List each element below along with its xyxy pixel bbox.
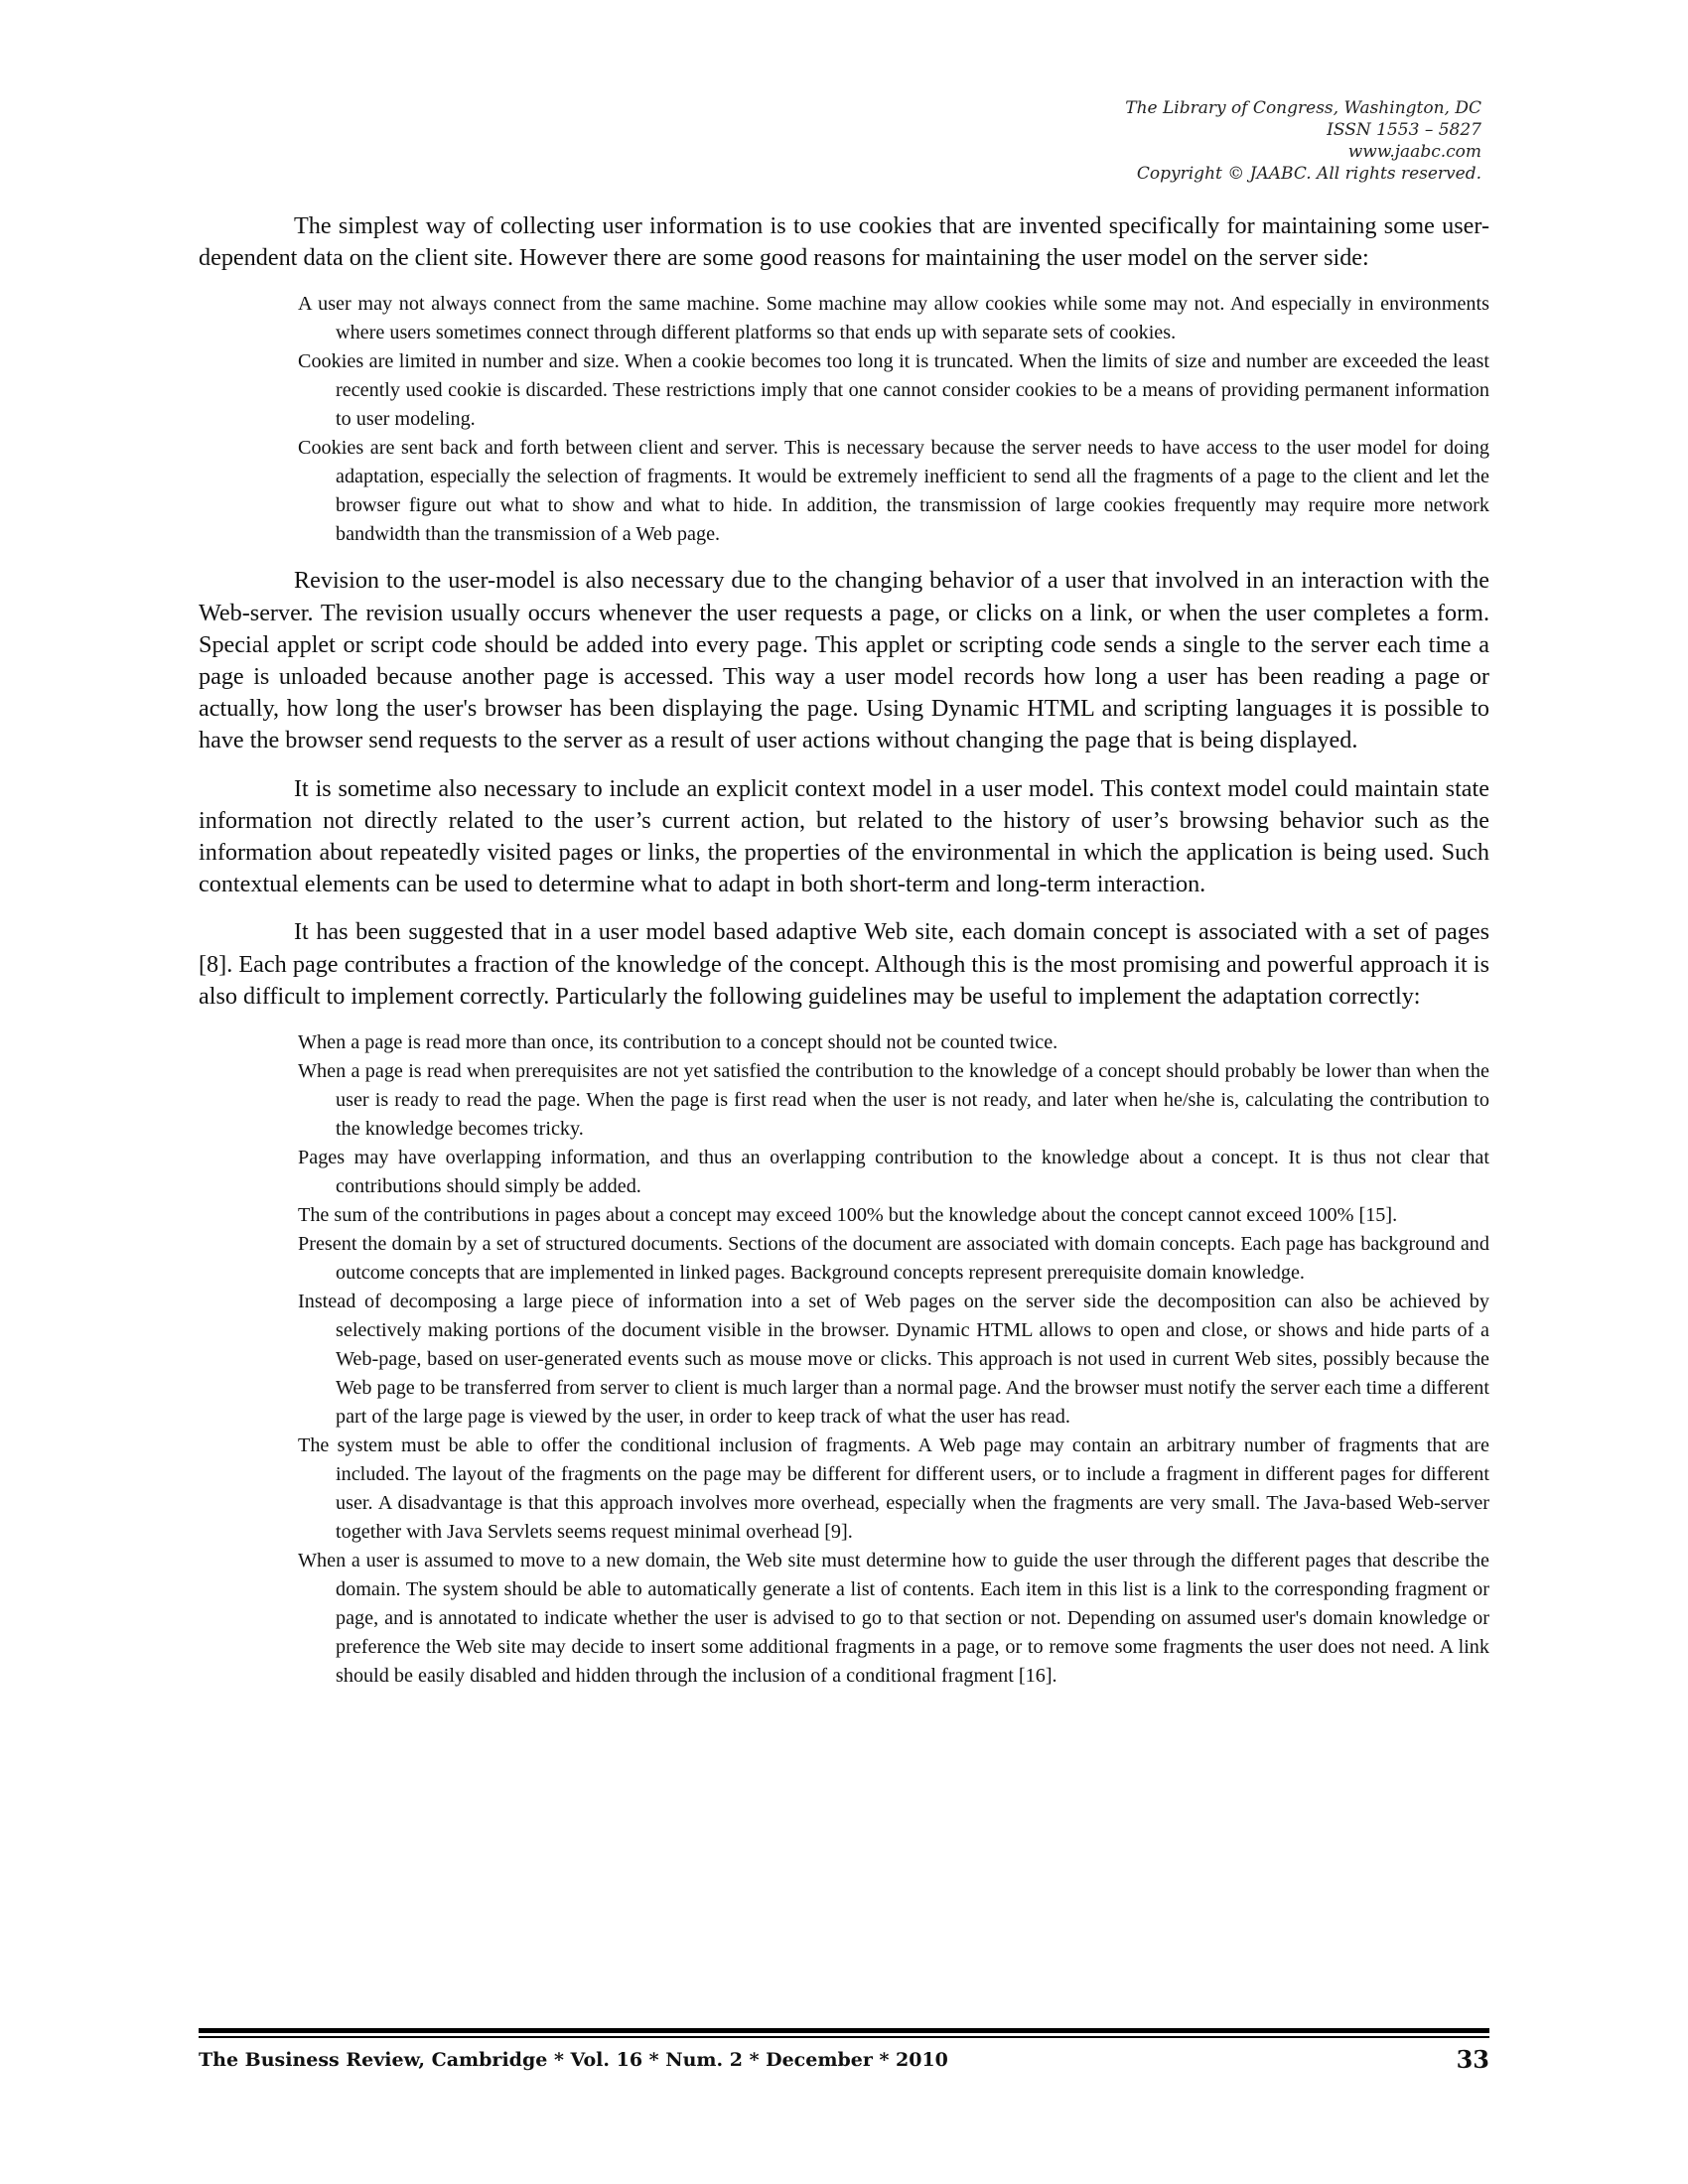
list-item: Present the domain by a set of structured documents. Sections of the document are associated with domain concepts. Each page has background and outcome concepts that are implemented in linked pages. Background concepts represent prerequisite domain knowledge.	[298, 1233, 1489, 1285]
page-number: 33	[1456, 2045, 1489, 2074]
list-item: Cookies are sent back and forth between client and server. This is necessary because the server needs to have access to the user model for doing adaptation, especially the selection of fragments. It would be extremely inefficient to send all the fragments of a page to the client and let the browser figure out what to show and what to hide. In addition, the transmission of large cookies frequently may require more network bandwidth than the transmission of a Web page.	[298, 437, 1489, 546]
paragraph-context-model: It is sometime also necessary to include an explicit context model in a user model. This context model could maintain state information not directly related to the user’s current action, but related to the history of user’s browsing behavior such as the information about repeatedly visited pages or links, the properties of the environmental in which the application is being used. Such contextual elements can be used to determine what to adapt in both short-term and long-term interaction.	[199, 774, 1489, 898]
footer-rule-thin	[199, 2036, 1489, 2038]
header-issn: ISSN 1553 – 5827	[1327, 120, 1481, 140]
page-body	[199, 210, 1489, 1706]
list-item: When a page is read when prerequisites are not yet satisfied the contribution to the knowledge of a concept should probably be lower than when the user is ready to read the page. When the page is first read when the user is not ready, and later when he/she is, calculating the contribution to the knowledge becomes tricky.	[298, 1060, 1489, 1141]
page-header	[1125, 97, 1481, 185]
list-item: When a user is assumed to move to a new domain, the Web site must determine how to guide the user through the different pages that describe the domain. The system should be able to automatically generate a list of contents. Each item in this list is a link to the corresponding fragment or page, and is annotated to indicate whether the user is advised to go to that section or not. Depending on assumed user's domain knowledge or preference the Web site may decide to insert some additional fragments in a page, or to remove some fragments the user does not need. A link should be easily disabled and hidden through the inclusion of a conditional fragment [16].	[298, 1550, 1489, 1688]
paragraph-cookies-intro: The simplest way of collecting user information is to use cookies that are invented specifically for maintaining some user-dependent data on the client site. However there are some good reasons for maintaining the user model on the server side:	[199, 212, 1489, 272]
header-website: www.jaabc.com	[1347, 142, 1481, 162]
list-item: The system must be able to offer the conditional inclusion of fragments. A Web page may contain an arbitrary number of fragments that are included. The layout of the fragments on the page may be different for different users, or to include a fragment in different pages for different user. A disadvantage is that this approach involves more overhead, especially when the fragments are very small. The Java-based Web-server together with Java Servlets seems request minimal overhead [9].	[298, 1434, 1489, 1544]
server-side-reasons-list	[199, 290, 1489, 549]
list-item: Pages may have overlapping information, and thus an overlapping contribution to the knowledge about a concept. It is thus not clear that contributions should simply be added.	[298, 1147, 1489, 1198]
paragraph-user-model-revision: Revision to the user-model is also necessary due to the changing behavior of a user that involved in an interaction with the Web-server. The revision usually occurs whenever the user requests a page, or clicks on a link, or when the user completes a form. Special applet or script code should be added into every page. This applet or scripting code sends a single to the server each time a page is unloaded because another page is accessed. This way a user model records how long a user has been reading a page or actually, how long the user's browser has been displaying the page. Using Dynamic HTML and scripting languages it is possible to have the browser send requests to the server as a result of user actions without changing the page that is being displayed.	[199, 567, 1489, 754]
list-item: The sum of the contributions in pages about a concept may exceed 100% but the knowledge about the concept cannot exceed 100% [15].	[298, 1204, 1398, 1227]
list-item: A user may not always connect from the same machine. Some machine may allow cookies while some may not. And especially in environments where users sometimes connect through different platforms so that ends up with separate sets of cookies.	[298, 293, 1489, 344]
header-copyright: Copyright © JAABC. All rights reserved.	[1136, 164, 1481, 184]
list-item: When a page is read more than once, its contribution to a concept should not be counted twice.	[298, 1031, 1058, 1054]
header-publisher: The Library of Congress, Washington, DC	[1125, 98, 1481, 118]
paragraph-adaptation-guidelines: It has been suggested that in a user model based adaptive Web site, each domain concept is associated with a set of pages [8]. Each page contributes a fraction of the knowledge of the concept. Although this is the most promising and powerful approach it is also difficult to implement correctly. Particularly the following guidelines may be useful to implement the adaptation correctly:	[199, 918, 1489, 1010]
footer-journal-info: The Business Review, Cambridge * Vol. 16 * Num. 2 * December * 2010	[199, 2049, 948, 2071]
guidelines-list	[199, 1028, 1489, 1691]
list-item: Cookies are limited in number and size. When a cookie becomes too long it is truncated. When the limits of size and number are exceeded the least recently used cookie is discarded. These restrictions imply that one cannot consider cookies to be a means of providing permanent information to user modeling.	[298, 350, 1489, 431]
list-item: Instead of decomposing a large piece of information into a set of Web pages on the server side the decomposition can also be achieved by selectively making portions of the document visible in the browser. Dynamic HTML allows to open and close, or shows and hide parts of a Web-page, based on user-generated events such as mouse move or clicks. This approach is not used in current Web sites, possibly because the Web page to be transferred from server to client is much larger than a normal page. And the browser must notify the server each time a different part of the large page is viewed by the user, in order to keep track of what the user has read.	[298, 1291, 1489, 1429]
footer-rule-thick	[199, 2028, 1489, 2033]
